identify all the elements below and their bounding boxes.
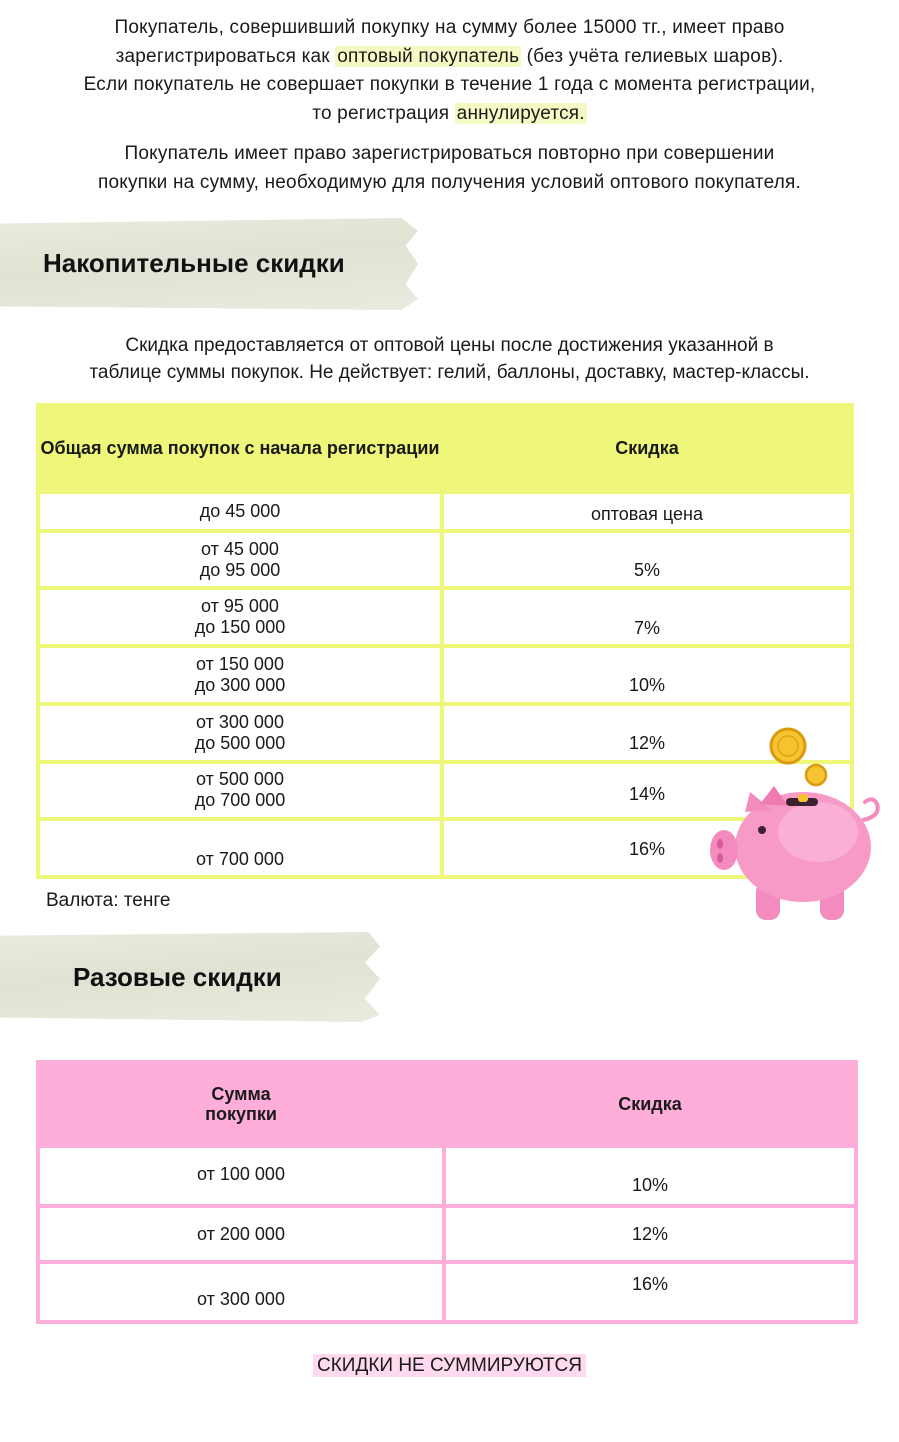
currency-note: Валюта: тенге [46,890,171,911]
amount-from: от 95 000 [201,596,279,617]
amount-cell [40,821,440,875]
table-row [40,533,850,587]
cumulative-description [0,332,899,386]
header-discount: Скидка [444,407,850,490]
discount-value: 14% [628,783,666,804]
table-row [40,1208,854,1260]
amount-to: до 500 000 [194,732,286,753]
table-row [40,648,850,702]
table-header-row [40,1064,854,1144]
discount-value: 7% [633,617,660,638]
highlight-wholesale-buyer: оптовый покупатель [337,45,520,67]
amount-value: от 300 000 [197,1288,285,1309]
description-line: таблице суммы покупок. Не действует: гелий, баллоны, доставку, мастер-классы. [89,362,810,383]
discount-value: 12% [628,733,666,754]
amount-cell [40,648,440,702]
table-row [40,1148,854,1204]
amount-cell [40,590,440,644]
intro-paragraph-reregistration [0,140,899,197]
highlight-annulled: аннулируется. [456,102,585,124]
table-row [40,590,850,644]
pig-icon [710,786,878,920]
discount-cell [446,1208,854,1260]
intro-line: Покупатель имеет право зарегистрироваться повторно при совершении [124,143,775,164]
amount-from: от 500 000 [196,769,284,790]
discount-cell [444,533,850,587]
intro-line: покупки на сумму, необходимую для получения условий оптового покупателя. [98,171,801,193]
discount-value: 10% [631,1174,669,1195]
amount-cell [40,1208,442,1260]
coin-icon [771,729,805,763]
intro-line: Покупатель, совершивший покупку на сумму более 15000 тг., имеет право [114,17,785,38]
discount-cell [446,1264,854,1320]
intro-line: то регистрация аннулируется. [312,102,585,124]
amount-from: от 45 000 [201,538,279,559]
discount-value: 16% [628,838,666,859]
amount-from: от 300 000 [196,711,284,732]
section-title-cumulative: Накопительные скидки [43,248,345,278]
discount-cell [444,590,850,644]
amount-cell [40,1148,442,1204]
discount-value: 10% [628,675,666,696]
discount-value: 5% [633,560,660,581]
intro-line: зарегистрироваться как оптовый покупатель (без учёта гелиевых шаров). [115,45,784,67]
discount-value: оптовая цена [591,503,703,524]
description-line: Скидка предоставляется от оптовой цены после достижения указанной в [125,335,774,356]
intro-paragraph-registration [0,14,899,128]
intro-line: Если покупатель не совершает покупки в течение 1 года с момента регистрации, [83,74,816,95]
amount-to: до 300 000 [194,674,286,695]
table-row [40,494,850,529]
one-time-discount-table [36,1060,858,1324]
discount-value: 12% [631,1223,669,1244]
piggy-bank-illustration [700,722,890,932]
amount-to: до 700 000 [194,790,286,811]
amount-cell [40,706,440,760]
header-purchase-amount [40,1064,442,1144]
discount-cell [444,494,850,529]
footer-note-no-stacking: СКИДКИ НЕ СУММИРУЮТСЯ [313,1354,586,1377]
coin-icon [806,765,826,785]
amount-to: до 95 000 [199,559,281,580]
header-amount-text: Сумма покупки [205,1084,277,1124]
amount-cell [40,494,440,529]
table-row [40,1264,854,1320]
amount-value: от 200 000 [197,1223,285,1244]
amount-to: от 700 000 [196,848,284,869]
amount-from: от 150 000 [196,653,284,674]
table-header-row [40,407,850,490]
amount-to: до 150 000 [194,617,286,638]
section-title-one-time: Разовые скидки [73,962,282,992]
amount-cell [40,1264,442,1320]
footer-note-wrapper [0,1355,899,1377]
header-discount: Скидка [446,1064,854,1144]
header-total-amount: Общая сумма покупок с начала регистрации [40,407,440,490]
amount-cell [40,764,440,818]
discount-cell [444,648,850,702]
amount-cell [40,533,440,587]
amount-to: до 45 000 [199,500,281,521]
amount-value: от 100 000 [197,1163,285,1184]
discount-cell [446,1148,854,1204]
discount-value: 16% [631,1273,669,1294]
